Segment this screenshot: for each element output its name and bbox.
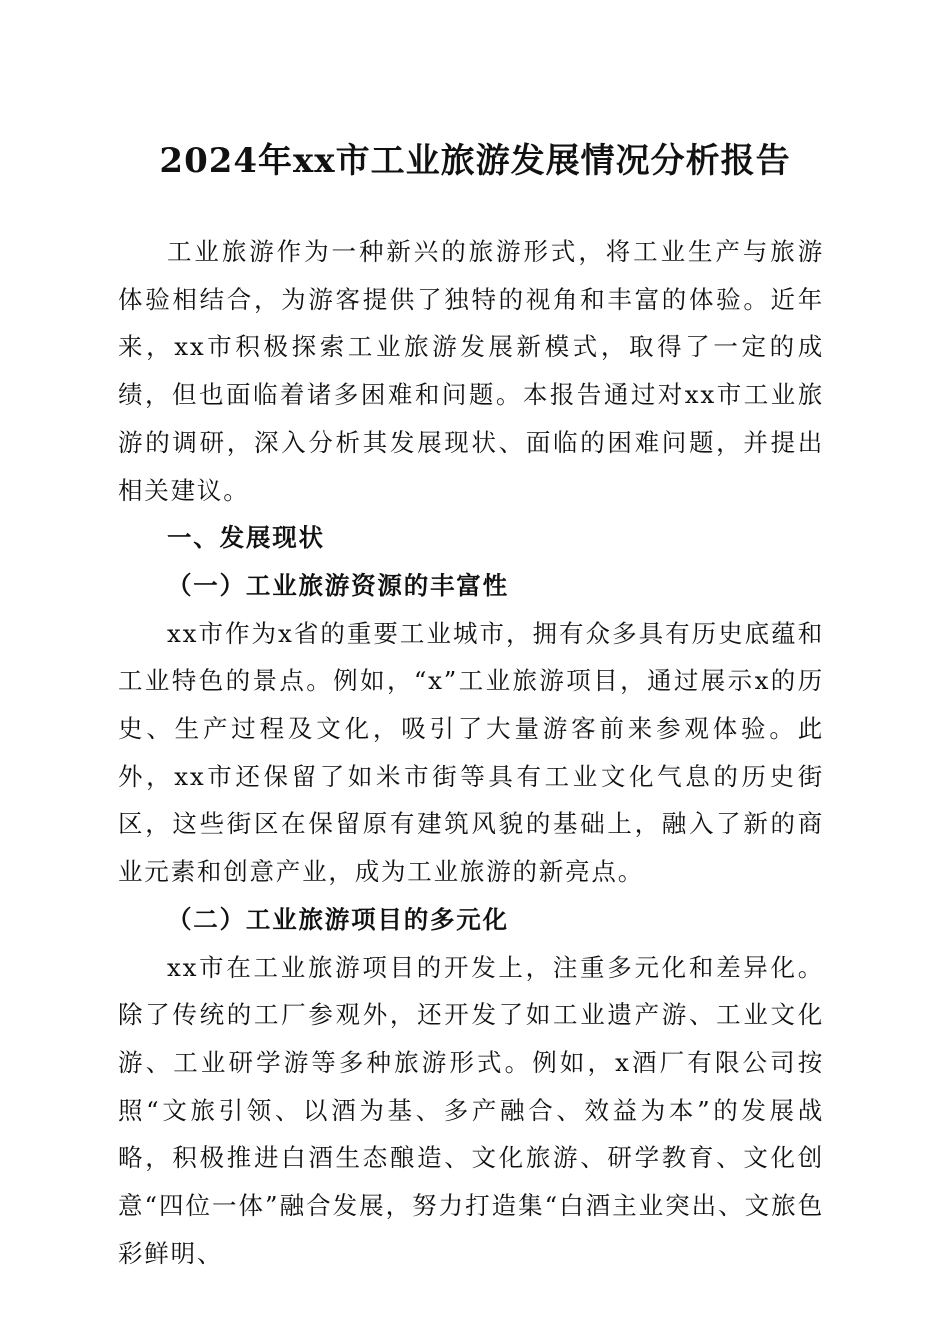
subsection-heading-diversification: （二）工业旅游项目的多元化 [167,904,509,934]
resources-paragraph: xx市作为x省的重要工业城市，拥有众多具有历史底蕴和工业特色的景点。例如，“x”工业旅游项目，通过展示x的历史、生产过程及文化，吸引了大量游客前来参观体验。此外，xx市还保留了如米市街等具有工业文化气息的历史街区，这些街区在保留原有建筑风貌的基础上，融入了新的商业元素和创意产业，成为工业旅游的新亮点。 [118,618,824,887]
intro-paragraph: 工业旅游作为一种新兴的旅游形式，将工业生产与旅游体验相结合，为游客提供了独特的视角和丰富的体验。近年来，xx市积极探索工业旅游发展新模式，取得了一定的成绩，但也面临着诸多困难和问题。本报告通过对xx市工业旅游的调研，深入分析其发展现状、面临的困难问题，并提出相关建议。 [118,237,824,505]
subsection-heading-resources: （一）工业旅游资源的丰富性 [167,570,509,600]
document-body [118,228,824,1277]
diversification-paragraph: xx市在工业旅游项目的开发上，注重多元化和差异化。除了传统的工厂参观外，还开发了如工业遗产游、工业文化游、工业研学游等多种旅游形式。例如，x酒厂有限公司按照“文旅引领、以酒为基、多产融合、效益为本”的发展战略，积极推进白酒生态酿造、文化旅游、研学教育、文化创意“四位一体”融合发展，努力打造集“白酒主业突出、文旅色彩鲜明、 [118,952,824,1268]
section-heading-development-status: 一、发展现状 [167,523,325,553]
document-title: 2024年xx市工业旅游发展情况分析报告 [159,141,791,181]
